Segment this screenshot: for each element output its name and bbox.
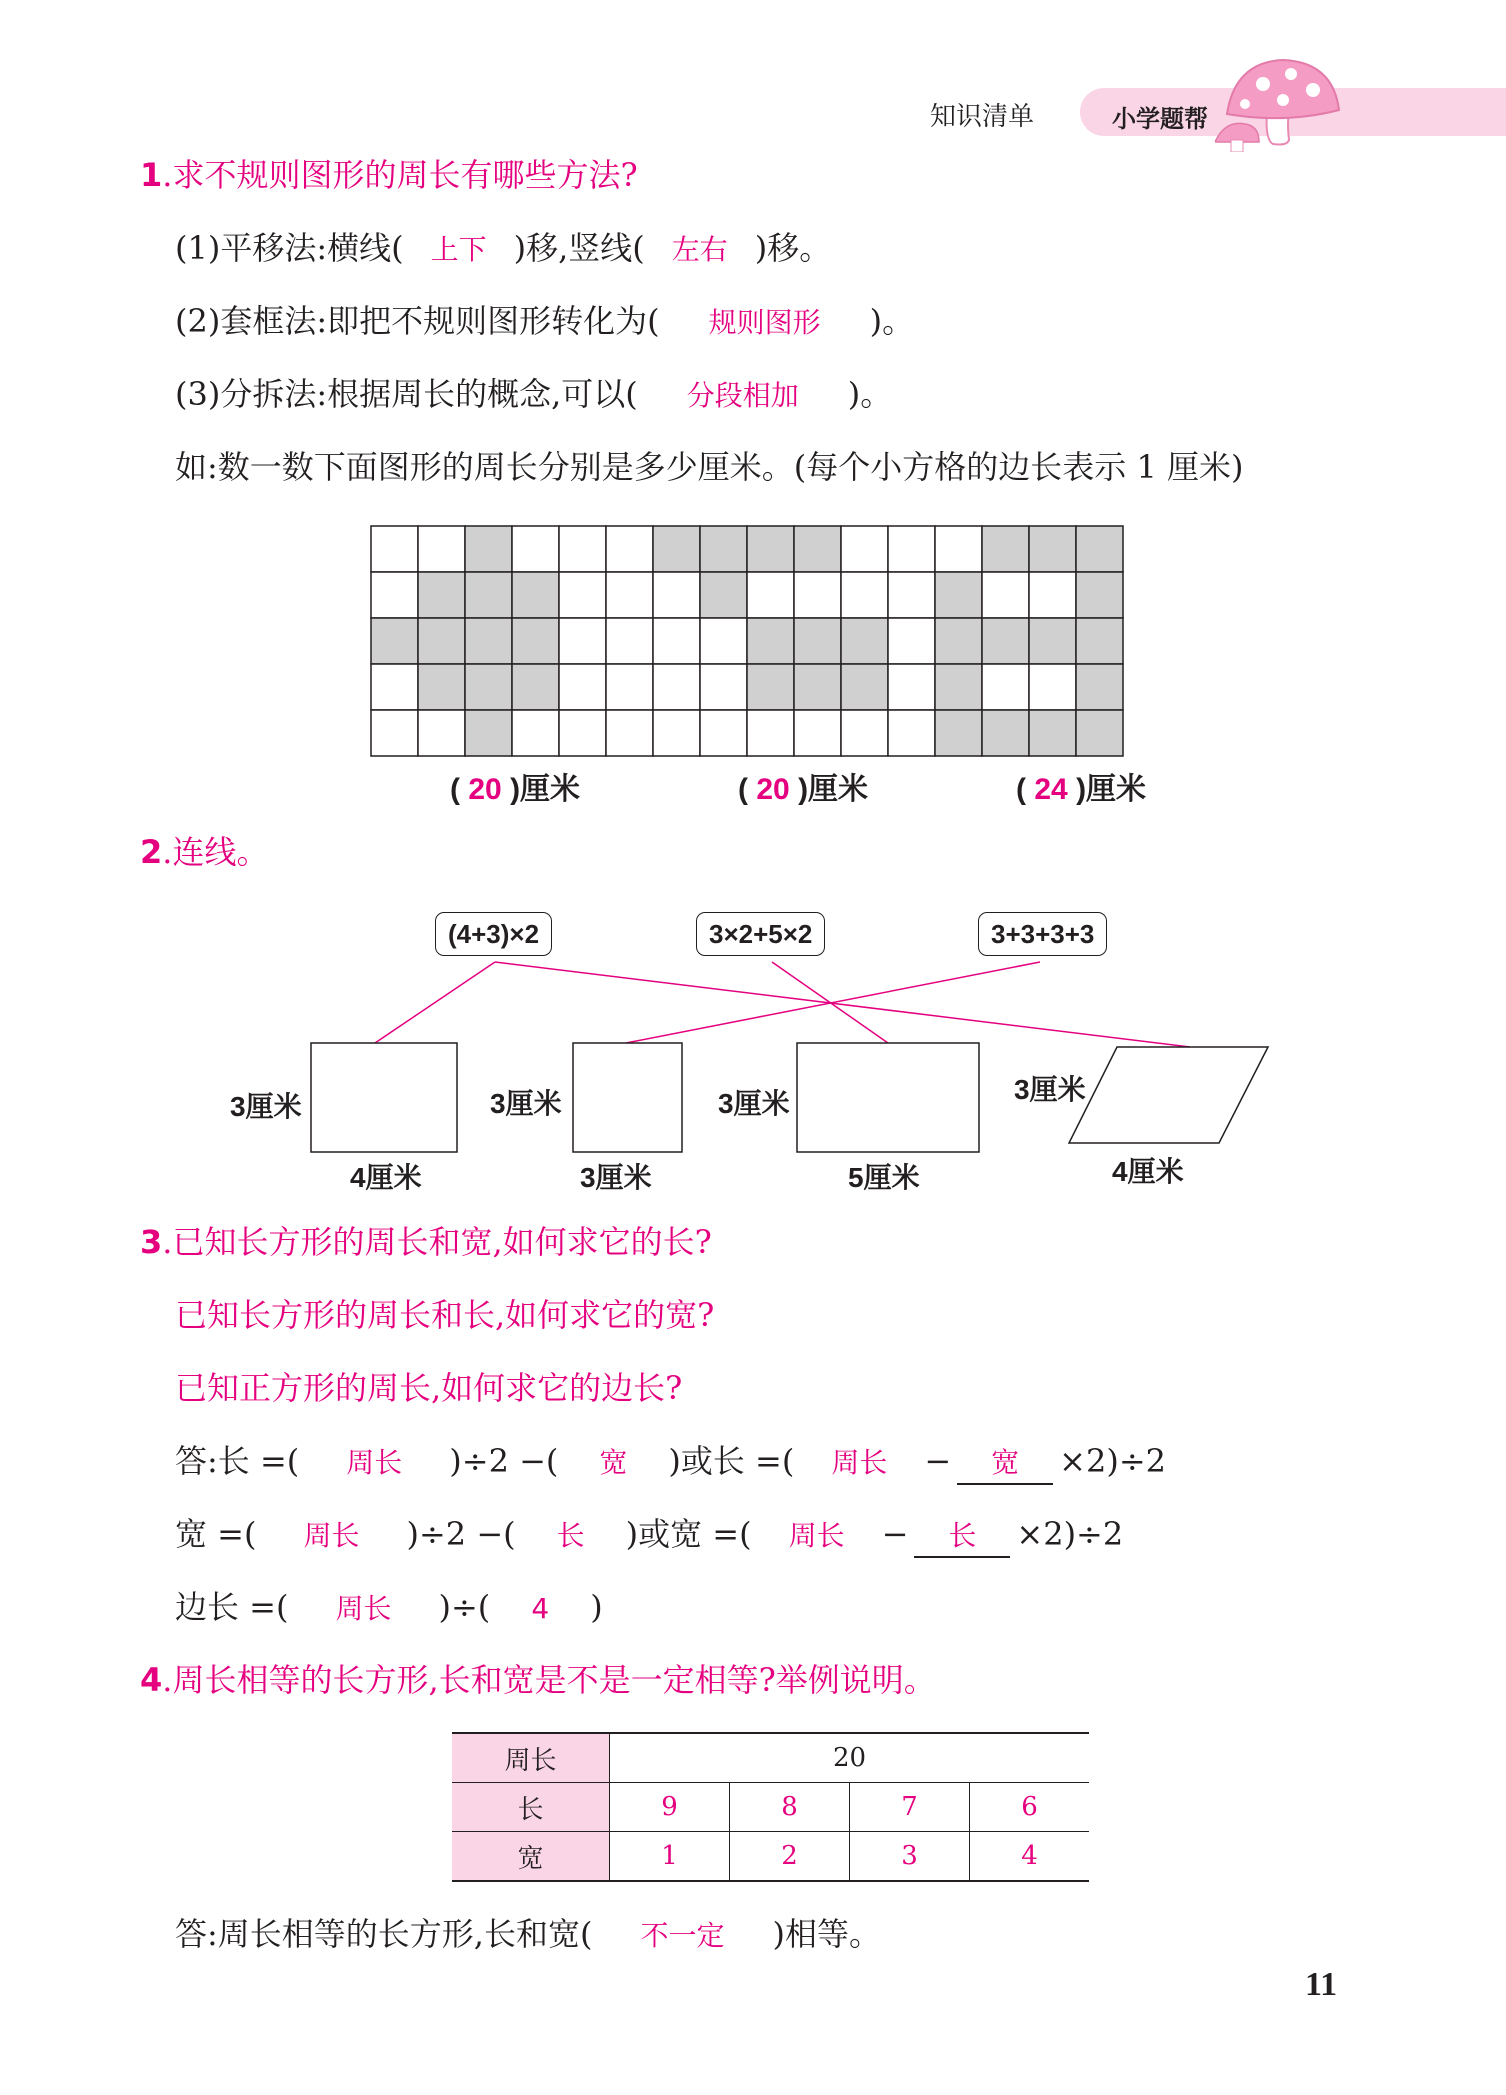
q1-title: 1.求不规则图形的周长有哪些方法?	[140, 156, 638, 194]
grid-cell	[1029, 572, 1076, 618]
header-width: 宽	[452, 1832, 610, 1882]
width-cell: 1	[610, 1832, 730, 1882]
q1-method-3: (3)分拆法:根据周长的概念,可以( 分段相加 )。	[175, 375, 893, 413]
q3-answer-length: 答:长 =( 周长 )÷2 −( 宽 )或长 =( 周长 − 宽 ×2)÷2	[175, 1441, 1166, 1485]
header-perimeter: 周长	[452, 1733, 610, 1783]
grid-cell	[653, 664, 700, 710]
grid-cell	[700, 572, 747, 618]
answer-figure-3: ( 24 )厘米	[1016, 773, 1147, 806]
grid-cell	[794, 526, 841, 572]
table-row	[452, 1783, 1089, 1832]
grid-cell	[982, 618, 1029, 664]
grid-cell	[418, 618, 465, 664]
formula-3: 3+3+3+3	[978, 912, 1107, 956]
grid-cell	[512, 526, 559, 572]
width-cell: 3	[850, 1832, 970, 1882]
q1-example: 如:数一数下面图形的周长分别是多少厘米。(每个小方格的边长表示 1 厘米)	[175, 448, 1244, 486]
grid-cell	[794, 664, 841, 710]
grid-cell	[559, 710, 606, 756]
match-line-4	[626, 962, 1040, 1043]
grid-cell	[606, 572, 653, 618]
rectangle-4x3	[311, 1043, 457, 1152]
square-3x3	[573, 1043, 682, 1152]
match-line-2	[495, 962, 1190, 1047]
grid-cell	[747, 710, 794, 756]
grid-cell	[841, 526, 888, 572]
grid-cell	[700, 710, 747, 756]
shape-3-bottom: 5厘米	[848, 1162, 920, 1193]
grid-cell	[700, 526, 747, 572]
shape-4-bottom: 4厘米	[1112, 1156, 1184, 1187]
grid-cell	[1076, 664, 1123, 710]
shape-3-side: 3厘米	[718, 1088, 790, 1119]
grid-cell	[512, 664, 559, 710]
shape-2-bottom: 3厘米	[580, 1162, 652, 1193]
length-cell: 9	[610, 1783, 730, 1832]
grid-cell	[512, 710, 559, 756]
grid-cell	[1076, 526, 1123, 572]
formula-1: (4+3)×2	[435, 912, 552, 956]
grid-cell	[606, 526, 653, 572]
width-cell: 4	[970, 1832, 1090, 1882]
grid-cell	[888, 526, 935, 572]
grid-cell	[888, 710, 935, 756]
q2-title: 2.连线。	[140, 833, 269, 871]
grid-cell	[653, 526, 700, 572]
grid-cell	[465, 572, 512, 618]
grid-cell	[465, 618, 512, 664]
perimeter-value: 20	[610, 1733, 1090, 1783]
grid-cell	[1076, 710, 1123, 756]
grid-cell	[465, 526, 512, 572]
formula-2: 3×2+5×2	[696, 912, 825, 956]
grid-cell	[418, 526, 465, 572]
shape-1-side: 3厘米	[230, 1091, 302, 1122]
width-cell: 2	[730, 1832, 850, 1882]
q1-method-1: (1)平移法:横线( 上下 )移,竖线( 左右 )移。	[175, 229, 832, 267]
grid-cell	[841, 618, 888, 664]
length-cell: 8	[730, 1783, 850, 1832]
grid-cell	[512, 618, 559, 664]
grid-cell	[1076, 618, 1123, 664]
grid-cell	[888, 572, 935, 618]
grid-cell	[747, 618, 794, 664]
grid-cell	[982, 710, 1029, 756]
grid-cell	[1029, 710, 1076, 756]
shape-4-side: 3厘米	[1014, 1074, 1086, 1105]
q4-title: 4.周长相等的长方形,长和宽是不是一定相等?举例说明。	[140, 1661, 936, 1699]
grid-cell	[747, 572, 794, 618]
grid-cell	[794, 710, 841, 756]
grid-cell	[982, 572, 1029, 618]
grid-cell	[888, 618, 935, 664]
q3-answer-width: 宽 =( 周长 )÷2 −( 长 )或宽 =( 周长 − 长 ×2)÷2	[175, 1514, 1123, 1558]
grid-cell	[1029, 618, 1076, 664]
grid-cell	[371, 618, 418, 664]
grid-cell	[418, 710, 465, 756]
grid-cell	[794, 572, 841, 618]
q3-question-2: 已知长方形的周长和长,如何求它的宽?	[175, 1296, 715, 1334]
grid-cell	[700, 664, 747, 710]
rectangle-5x3	[797, 1043, 979, 1152]
grid-cell	[653, 618, 700, 664]
answer-figure-1: ( 20 )厘米	[450, 773, 581, 806]
grid-cell	[606, 710, 653, 756]
grid-cell	[418, 664, 465, 710]
table-row	[452, 1733, 1089, 1783]
grid-cell	[841, 664, 888, 710]
grid-cell	[465, 664, 512, 710]
parallelogram	[1069, 1047, 1268, 1143]
matching-diagram	[0, 950, 1506, 1190]
q3-question-1: 3.已知长方形的周长和宽,如何求它的长?	[140, 1223, 712, 1261]
grid-cell	[418, 572, 465, 618]
grid-cell	[371, 526, 418, 572]
grid-cell	[465, 710, 512, 756]
q3-answer-side: 边长 =( 周长 )÷( 4 )	[175, 1588, 603, 1626]
grid-cell	[606, 618, 653, 664]
shape-2-side: 3厘米	[490, 1088, 562, 1119]
grid-cell	[841, 572, 888, 618]
grid-cell	[982, 526, 1029, 572]
grid-cell	[1076, 572, 1123, 618]
match-line-1	[375, 962, 495, 1043]
answer-figure-2: ( 20 )厘米	[738, 773, 869, 806]
section-title: 知识清单	[930, 102, 1035, 132]
grid-cell	[935, 664, 982, 710]
grid-cell	[512, 572, 559, 618]
grid-cell	[935, 526, 982, 572]
figure-grid	[370, 525, 1130, 757]
length-cell: 7	[850, 1783, 970, 1832]
header-length: 长	[452, 1783, 610, 1832]
grid-cell	[747, 526, 794, 572]
grid-cell	[606, 664, 653, 710]
brand-title: 小学题帮	[1112, 105, 1208, 133]
mushroom-icon	[1215, 52, 1345, 152]
shape-1-bottom: 4厘米	[350, 1162, 422, 1193]
grid-cell	[559, 664, 606, 710]
grid-cell	[982, 664, 1029, 710]
grid-cell	[371, 664, 418, 710]
grid-cell	[935, 618, 982, 664]
perimeter-table	[452, 1732, 1089, 1882]
grid-cell	[559, 572, 606, 618]
length-cell: 6	[970, 1783, 1090, 1832]
grid-cell	[794, 618, 841, 664]
grid-cell	[371, 572, 418, 618]
grid-cell	[653, 710, 700, 756]
grid-cell	[888, 664, 935, 710]
grid-cell	[653, 572, 700, 618]
table-row	[452, 1832, 1089, 1882]
grid-cell	[841, 710, 888, 756]
grid-cell	[747, 664, 794, 710]
grid-cell	[559, 618, 606, 664]
grid-cell	[559, 526, 606, 572]
grid-cell	[1029, 526, 1076, 572]
grid-cell	[935, 572, 982, 618]
grid-cell	[371, 710, 418, 756]
q1-method-2: (2)套框法:即把不规则图形转化为( 规则图形 )。	[175, 302, 915, 340]
q3-question-3: 已知正方形的周长,如何求它的边长?	[175, 1369, 683, 1407]
q4-answer: 答:周长相等的长方形,长和宽( 不一定 )相等。	[175, 1915, 881, 1953]
page-number: 11	[1305, 1966, 1338, 2003]
grid-cell	[700, 618, 747, 664]
grid-cell	[935, 710, 982, 756]
grid-cell	[1029, 664, 1076, 710]
